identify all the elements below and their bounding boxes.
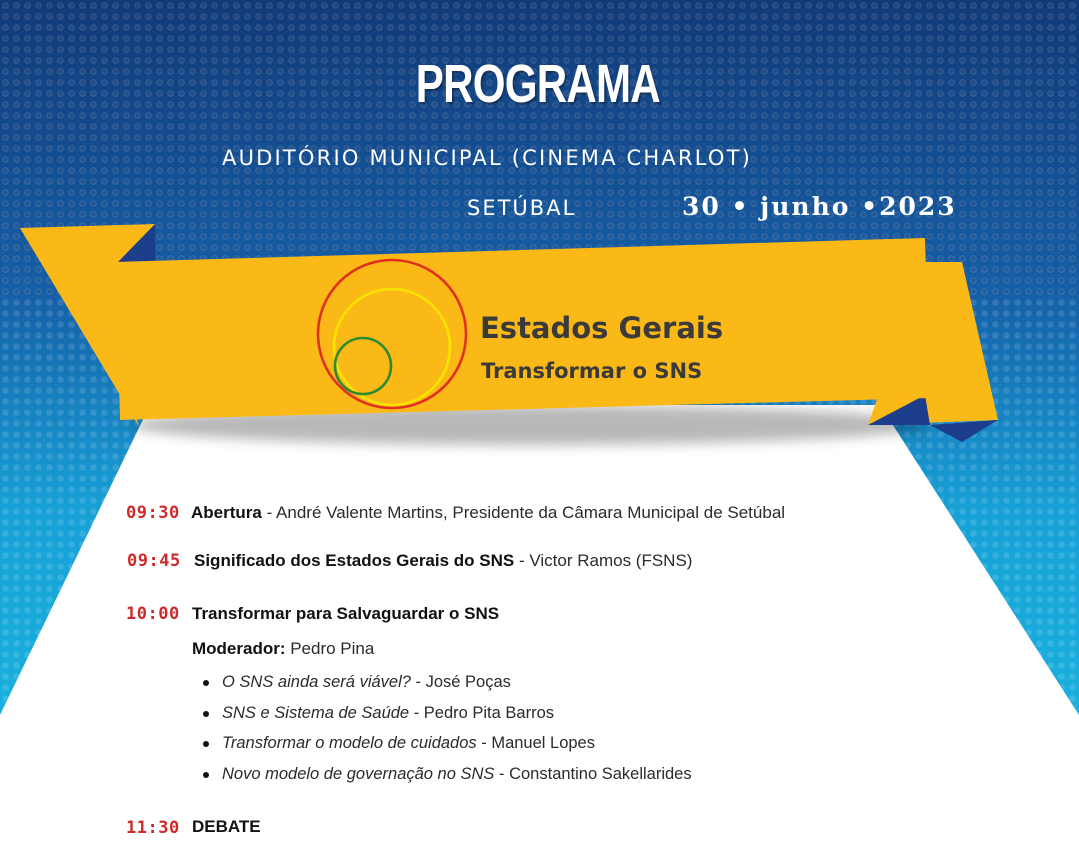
moderator-line: [192, 638, 374, 660]
schedule-label: Abertura: [191, 503, 262, 522]
schedule-label: Significado dos Estados Gerais do SNS: [194, 551, 515, 570]
event-date: 30 • junho •2023: [682, 192, 957, 221]
schedule-item: [192, 603, 499, 625]
talk-speaker: - Pedro Pita Barros: [409, 703, 554, 722]
schedule-detail: - Victor Ramos (FSNS): [514, 551, 693, 570]
city-label: SETÚBAL: [467, 196, 577, 220]
list-item: [222, 667, 692, 698]
moderator-label: Moderador:: [192, 639, 286, 658]
banner-subtitle: Transformar o SNS: [481, 359, 703, 383]
schedule-label: DEBATE: [192, 817, 261, 836]
schedule-label: Transformar para Salvaguardar o SNS: [192, 604, 500, 623]
talk-title: Novo modelo de governação no SNS: [222, 764, 495, 783]
talk-list: [192, 667, 692, 789]
talk-speaker: - Manuel Lopes: [476, 734, 595, 752]
talk-title: SNS e Sistema de Saúde: [222, 703, 410, 722]
talk-title: O SNS ainda será viável?: [222, 673, 411, 691]
list-item: [222, 759, 692, 790]
banner-title: Estados Gerais: [480, 311, 724, 345]
schedule-detail: - André Valente Martins, Presidente da Câmara Municipal de Setúbal: [261, 503, 786, 522]
schedule-time: 11:30: [126, 818, 180, 838]
schedule-item: [191, 502, 785, 524]
estados-gerais-logo-icon: [310, 256, 470, 416]
schedule-time: 09:30: [126, 503, 180, 523]
talk-speaker: - Constantino Sakellarides: [494, 764, 692, 783]
schedule-item: [192, 816, 261, 838]
page-title: PROGRAMA: [415, 54, 660, 114]
venue-label: AUDITÓRIO MUNICIPAL (CINEMA CHARLOT): [222, 146, 753, 170]
schedule-time: 10:00: [126, 604, 180, 624]
schedule-time: 09:45: [127, 551, 181, 571]
talk-speaker: - José Poças: [410, 673, 511, 691]
schedule-item: [194, 550, 692, 572]
moderator-name: Pedro Pina: [285, 639, 375, 658]
talk-title: Transformar o modelo de cuidados: [222, 734, 477, 752]
list-item: [222, 698, 692, 729]
list-item: [222, 728, 692, 759]
